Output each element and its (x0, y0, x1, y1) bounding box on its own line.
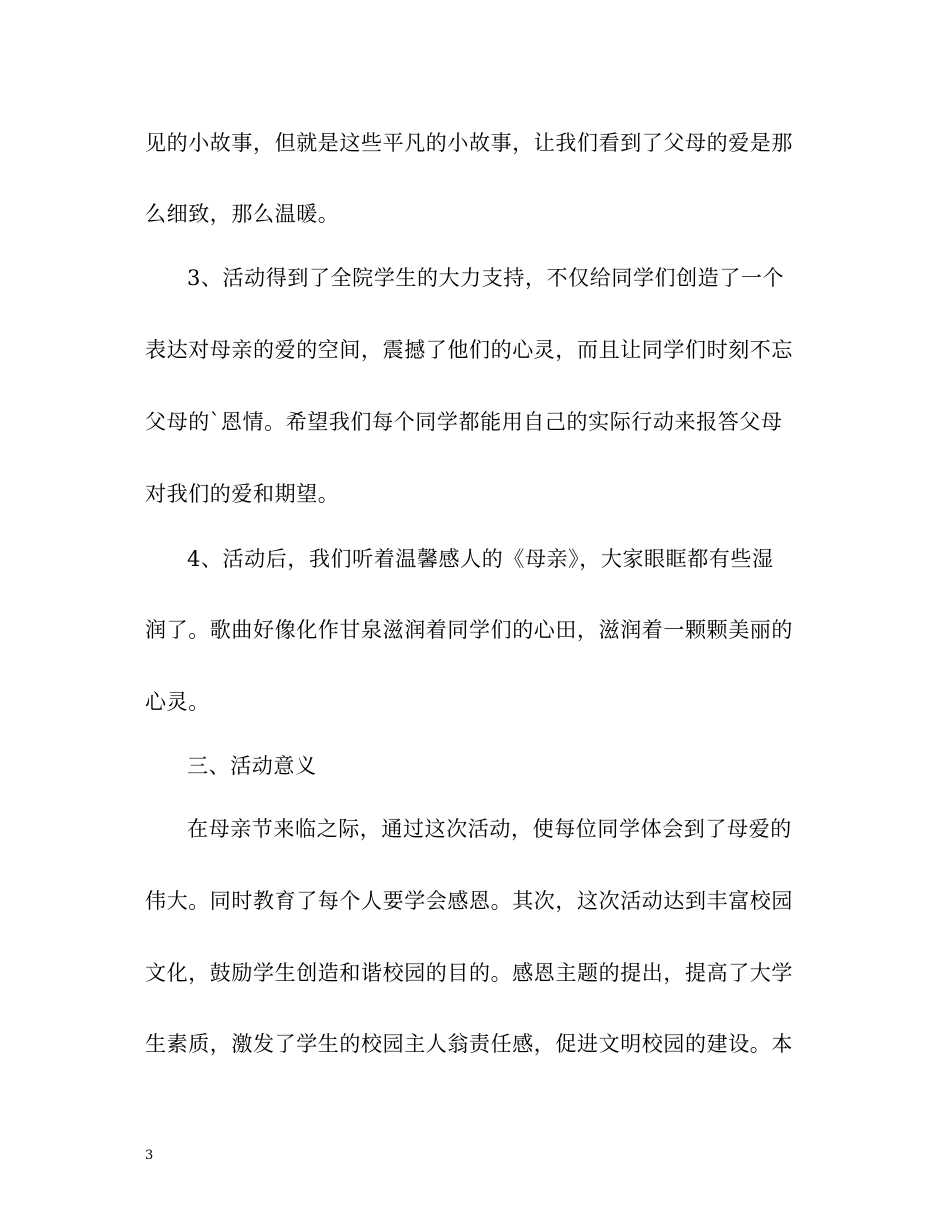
paragraph-start-line: 3、活动得到了全院学生的大力支持，不仅给同学们创造了一个 (187, 266, 785, 290)
text-line: 润了。歌曲好像化作甘泉滋润着同学们的心田，滋润着一颗颗美丽的 (145, 618, 793, 642)
text-line: 伟大。同时教育了每个人要学会感恩。其次，这次活动达到丰富校园 (145, 889, 793, 913)
text-line: 么细致，那么温暖。 (145, 202, 340, 226)
page-number: 3 (145, 1148, 154, 1163)
text-line: 文化，鼓励学生创造和谐校园的目的。感恩主题的提出，提高了大学 (145, 961, 793, 985)
text-line: 对我们的爱和期望。 (145, 482, 340, 506)
text-line: 生素质，激发了学生的校园主人翁责任感，促进文明校园的建设。本 (145, 1032, 793, 1056)
text-line: 心灵。 (145, 690, 210, 714)
text-line: 见的小故事，但就是这些平凡的小故事，让我们看到了父母的爱是那 (145, 131, 793, 155)
section-heading: 三、活动意义 (187, 754, 317, 778)
paragraph-start-line: 在母亲节来临之际，通过这次活动，使每位同学体会到了母爱的 (187, 817, 792, 841)
text-line: 父母的`恩情。希望我们每个同学都能用自己的实际行动来报答父母 (145, 410, 783, 434)
text-line: 表达对母亲的爱的空间，震撼了他们的心灵，而且让同学们时刻不忘 (145, 338, 793, 362)
paragraph-start-line: 4、活动后，我们听着温馨感人的《母亲》，大家眼眶都有些湿 (187, 547, 774, 571)
